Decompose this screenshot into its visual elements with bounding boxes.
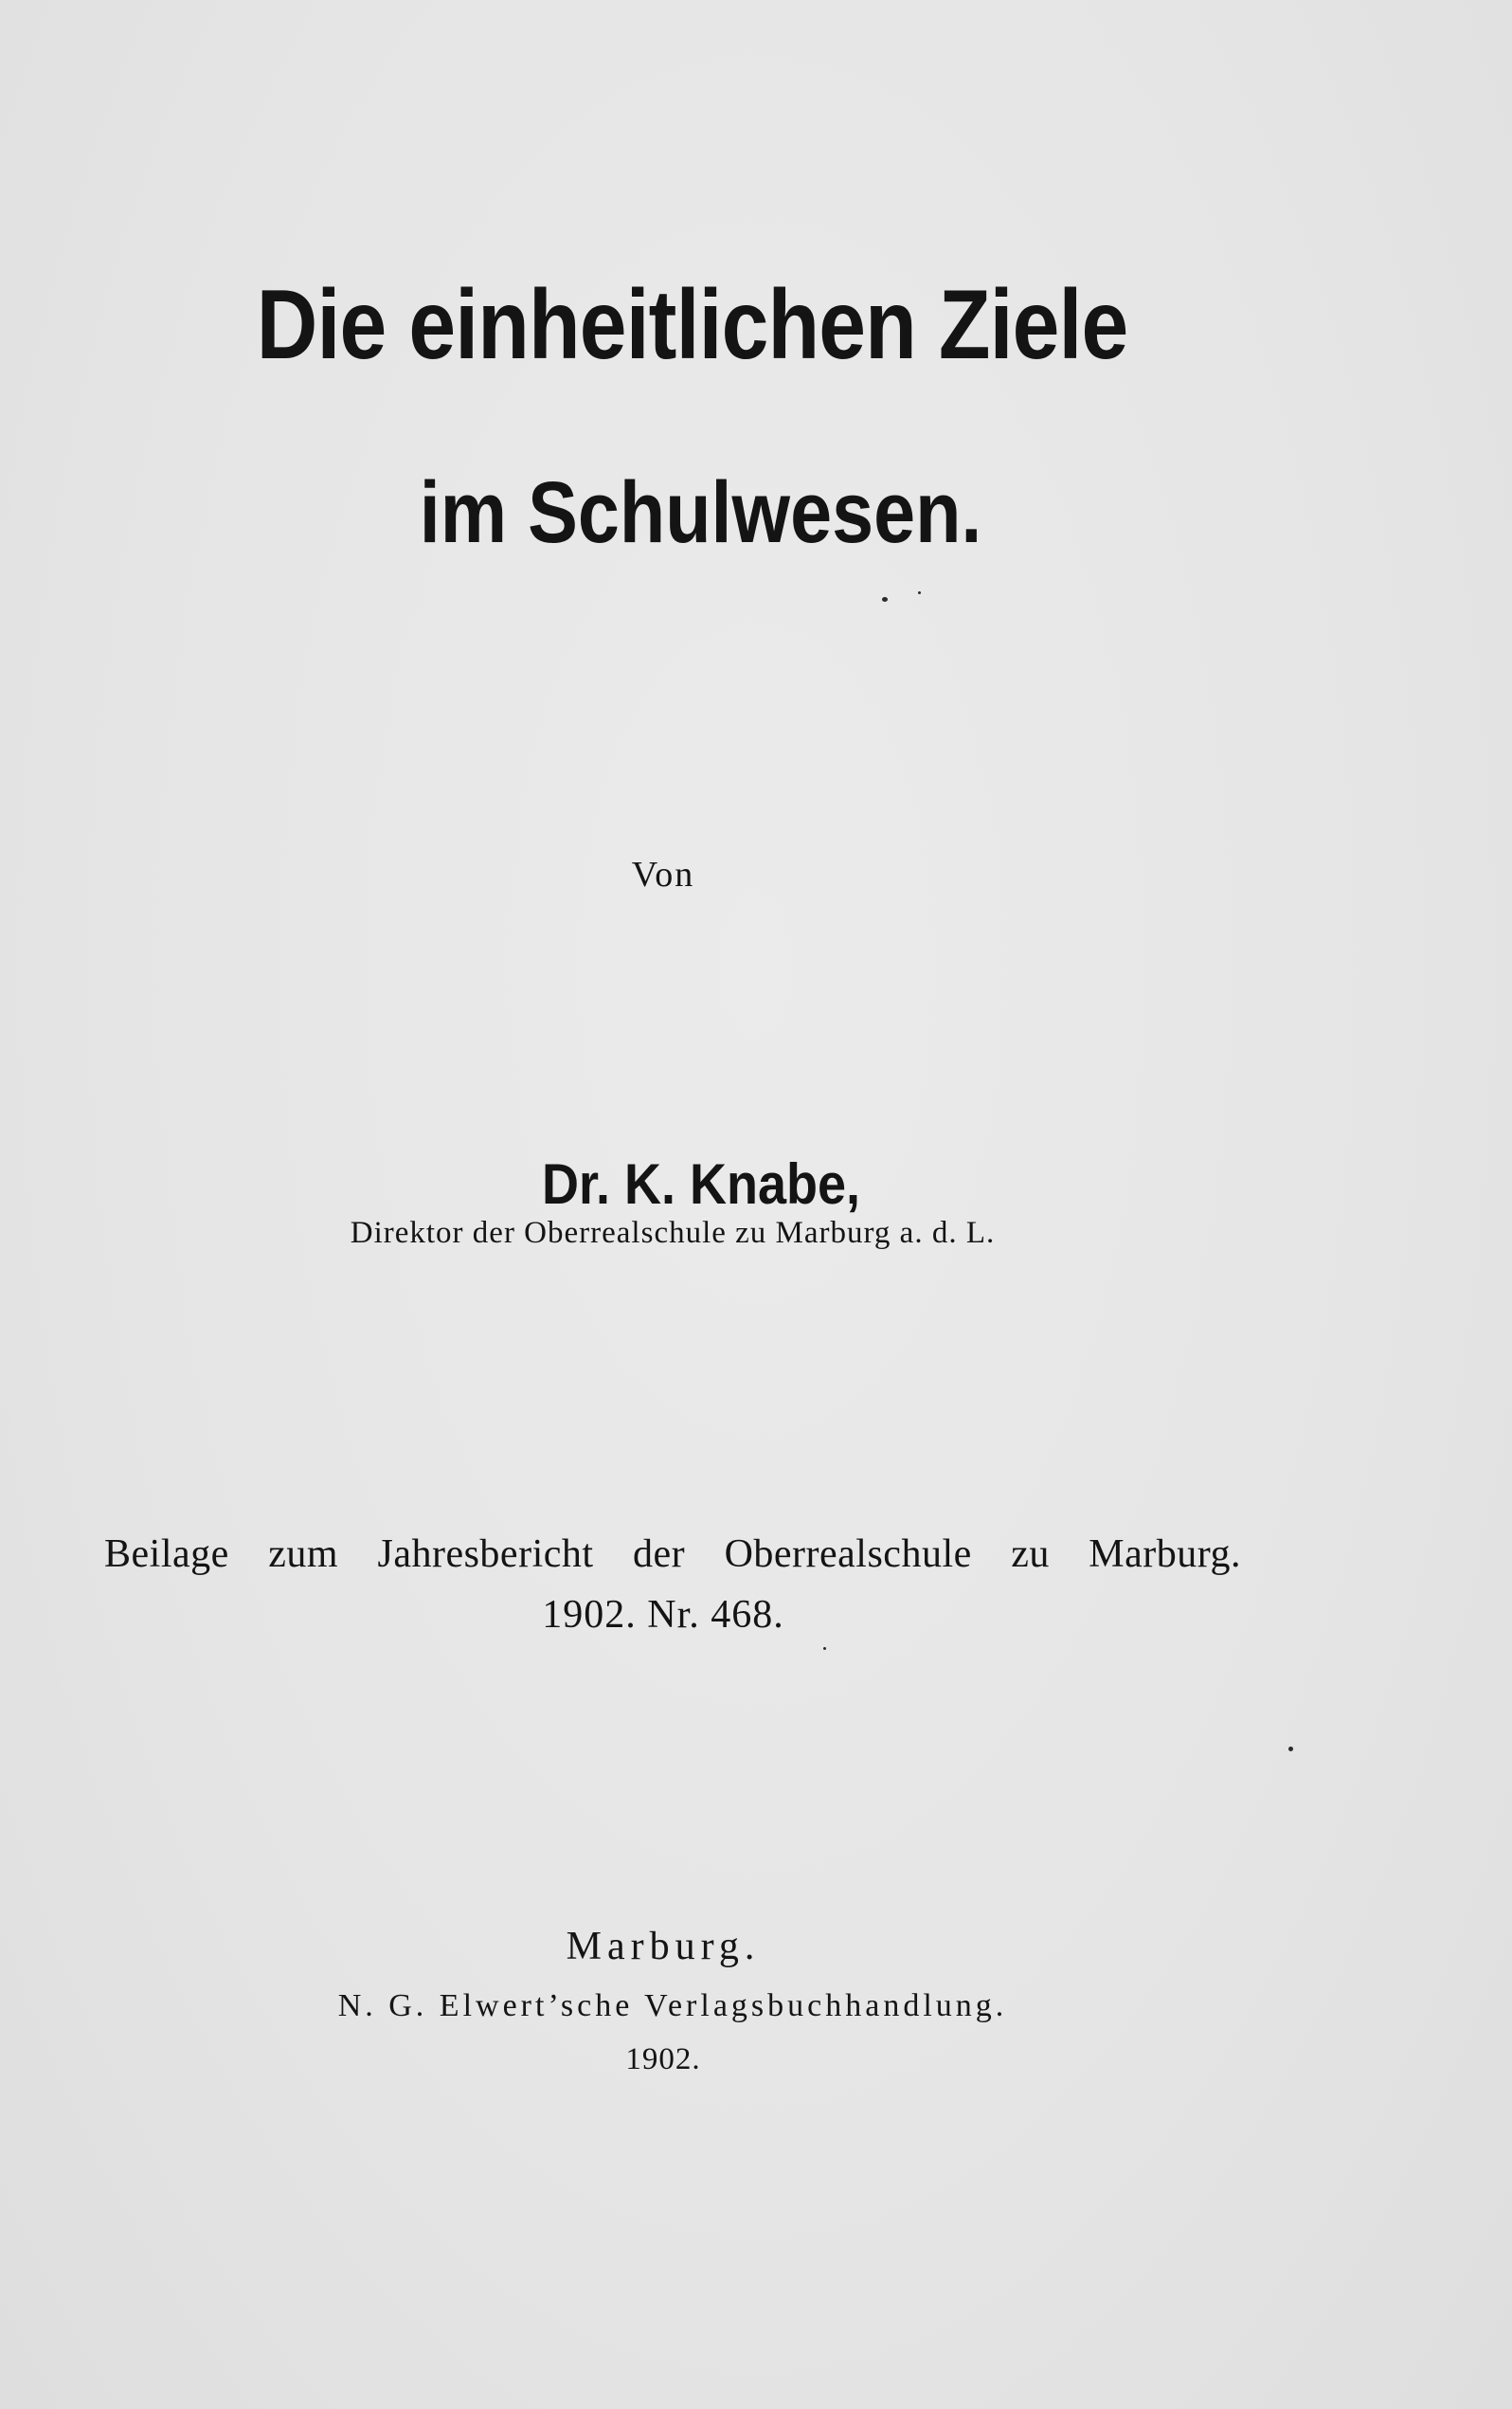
imprint-publisher: N. G. Elwert’sche Verlagsbuchhandlung. — [337, 1988, 1008, 2023]
byline-von: Von — [631, 855, 695, 895]
print-speck — [918, 591, 921, 594]
author-name: Dr. K. Knabe, — [541, 1152, 861, 1216]
print-speck — [1288, 1747, 1293, 1751]
print-speck — [823, 1647, 826, 1650]
supplement-issue: 1902. Nr. 468. — [542, 1593, 784, 1637]
imprint-year: 1902. — [625, 2042, 701, 2076]
print-speck — [882, 597, 888, 602]
supplement-note: Beilage zum Jahresbericht der Oberrealschule zu Marburg. — [104, 1532, 1241, 1576]
title-line-1: Die einheitlichen Ziele — [256, 270, 1128, 380]
title-line-2: im Schulwesen. — [419, 464, 982, 561]
imprint-place: Marburg. — [566, 1925, 761, 1968]
author-role: Direktor der Oberrealschule zu Marburg a. d. L. — [350, 1216, 996, 1250]
